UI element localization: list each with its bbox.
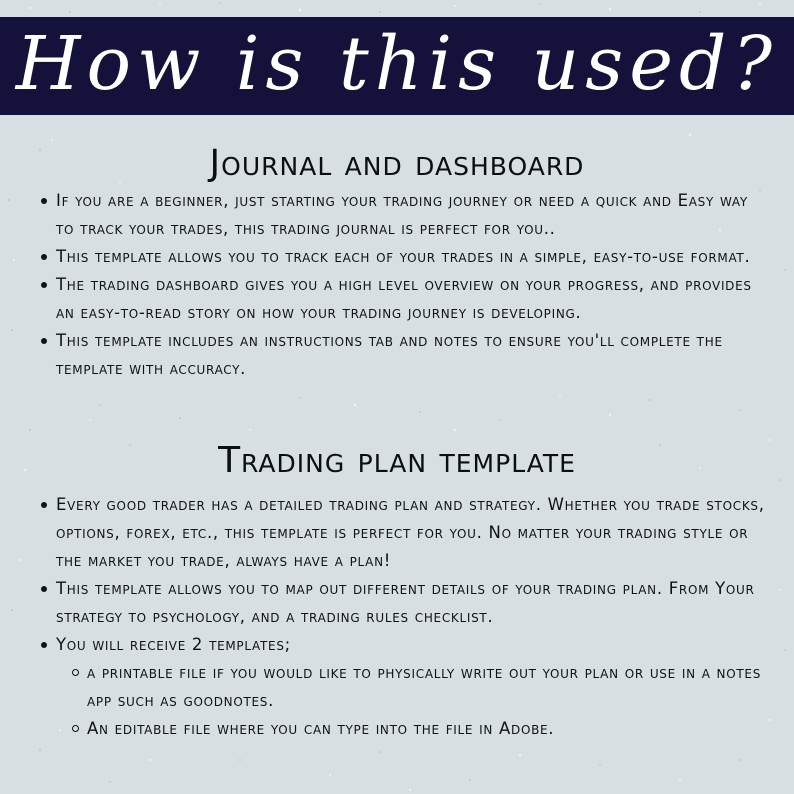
list-item (35, 631, 770, 659)
sublist-item (35, 715, 770, 743)
list-item-text: You will receive 2 templates; (56, 635, 291, 654)
list-item-text: Every good trader has a detailed trading plan and strategy. Whether you trade stocks, options, forex, etc., this template is perfect for you. No matter your trading style or the market you trade, always have a plan! (56, 495, 765, 570)
hollow-bullet-icon (72, 725, 79, 732)
trading-plan-bullet-list (35, 491, 770, 743)
section-heading-trading-plan: Trading plan template (218, 440, 576, 481)
list-item (35, 271, 770, 327)
title-banner (0, 17, 794, 115)
list-item-text: This template includes an instructions tab and notes to ensure you'll complete the template with accuracy. (56, 331, 723, 378)
list-item (35, 327, 770, 383)
journal-bullet-list (35, 187, 770, 383)
section-heading-journal: Journal and dashboard (209, 143, 585, 184)
banner-title: How is this used? (15, 21, 779, 107)
bullet-icon (41, 282, 47, 288)
list-item (35, 575, 770, 631)
list-item-text: This template allows you to map out different details of your trading plan. From Your strategy to psychology, and a trading rules checklist. (56, 579, 755, 626)
bullet-icon (41, 586, 47, 592)
list-item (35, 491, 770, 575)
list-item (35, 187, 770, 243)
sublist-item-text: a printable file if you would like to physically write out your plan or use in a notes app such as goodnotes. (87, 663, 762, 710)
bullet-icon (41, 198, 47, 204)
list-item-text: If you are a beginner, just starting your trading journey or need a quick and Easy way to track your trades, this trading journal is perfect for you.. (56, 191, 748, 238)
sublist-item (35, 659, 770, 715)
list-item-text: The trading dashboard gives you a high level overview on your progress, and provides an easy-to-read story on how your trading journey is developing. (56, 275, 752, 322)
bullet-icon (41, 338, 47, 344)
templates-sublist (35, 659, 770, 743)
list-item (35, 243, 770, 271)
bullet-icon (41, 642, 47, 648)
bullet-icon (41, 254, 47, 260)
bullet-icon (41, 502, 47, 508)
sublist-container (35, 659, 770, 743)
hollow-bullet-icon (72, 669, 79, 676)
sublist-item-text: An editable file where you can type into the file in Adobe. (87, 719, 555, 738)
list-item-text: This template allows you to track each of your trades in a simple, easy-to-use format. (56, 247, 751, 266)
